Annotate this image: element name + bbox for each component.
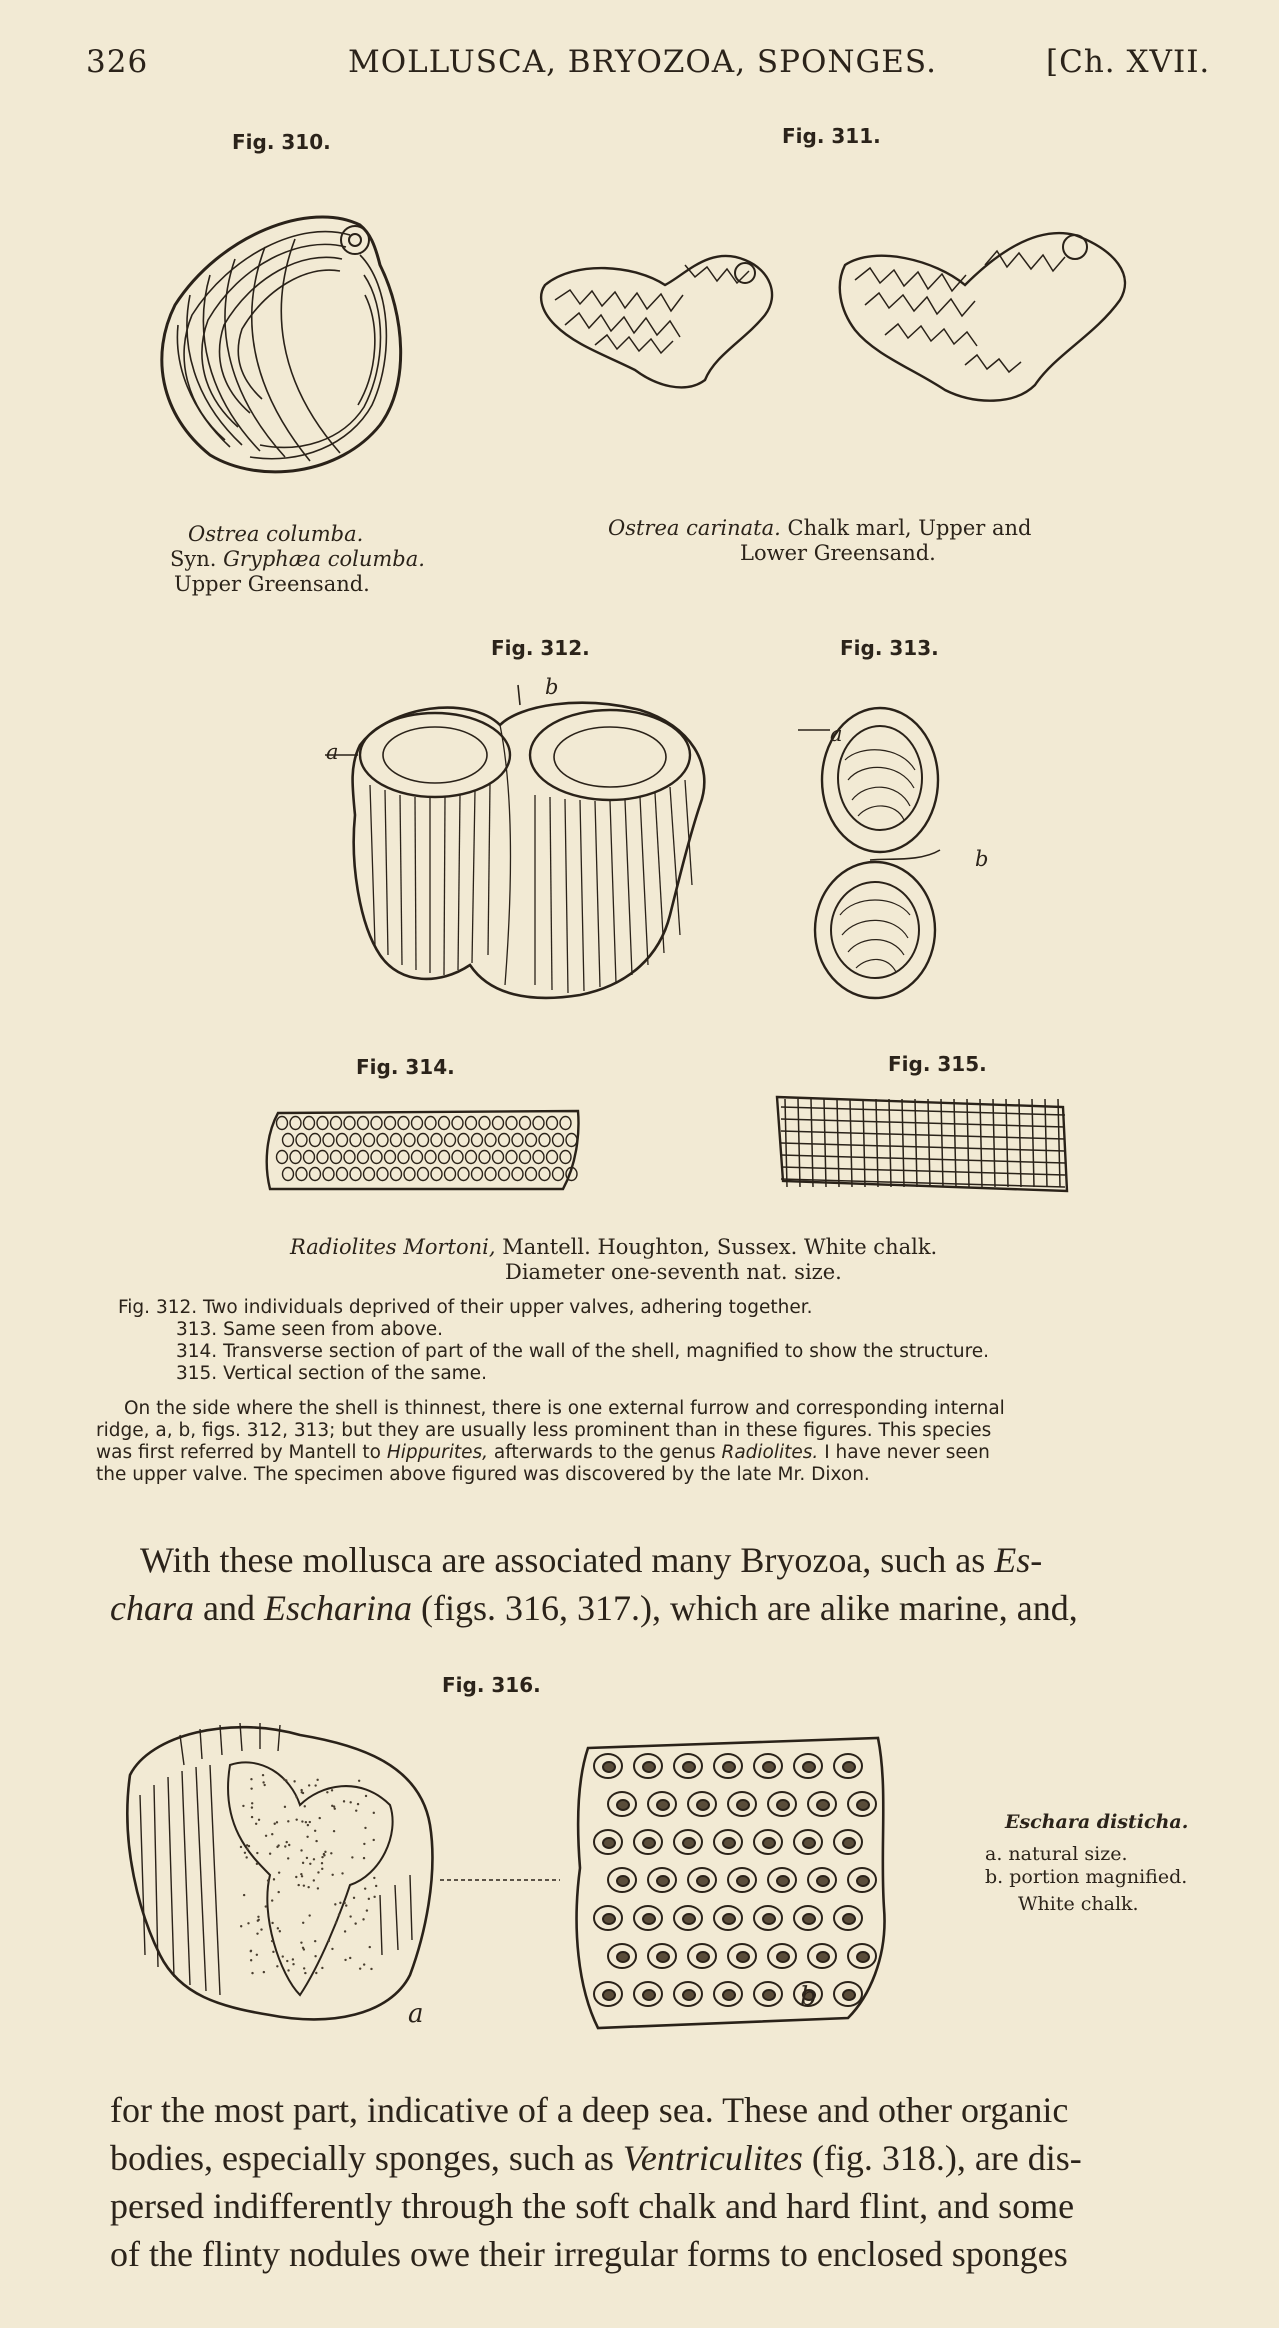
body-p1-line1 (140, 1536, 1042, 1584)
note-text: afterwards to the genus (493, 1442, 716, 1463)
fig-311-caption-line1 (608, 516, 1031, 540)
body-text: bodies, especially sponges, such as (110, 2138, 614, 2178)
fig-316-letter-a: a (408, 1999, 424, 2029)
legend-314 (176, 1341, 989, 1363)
radiolites-caption-line2: Diameter one-seventh nat. size. (505, 1260, 842, 1284)
fig-310-caption-locality: Upper Greensand. (174, 572, 370, 596)
body-text: and (203, 1588, 255, 1628)
body-p2-line3: persed indifferently through the soft chalk and hard flint, and some (110, 2186, 1075, 2226)
fig-316-species: Eschara disticha. (1005, 1811, 1189, 1833)
fig-314-label: Fig. 314. (356, 1055, 455, 1079)
fig-316-letter-b: b (800, 1982, 817, 2012)
body-genus: Escharina (263, 1588, 412, 1628)
fig-316-natural-size-illustration (120, 1715, 450, 2035)
fig-311-label: Fig. 311. (782, 124, 881, 148)
body-text: (figs. 316, 317.), which are alike marine, and, (420, 1588, 1078, 1628)
fig-316-line-c: White chalk. (1018, 1893, 1139, 1915)
body-genus: Ventriculites (622, 2138, 803, 2178)
fig-311-species: Ostrea carinata. (608, 516, 781, 540)
legend-num: Fig. 312. (118, 1297, 198, 1318)
legend-315 (176, 1363, 487, 1385)
running-title: MOLLUSCA, BRYOZOA, SPONGES. (348, 44, 937, 80)
legend-text: Two individuals deprived of their upper valves, adhering together. (203, 1297, 813, 1318)
note-genus: Radiolites. (721, 1442, 819, 1463)
note-text: I have never seen (824, 1442, 990, 1463)
legend-312 (118, 1297, 813, 1319)
fig-310-caption-syn (170, 547, 425, 571)
fig-316-line-b: b. portion magnified. (985, 1866, 1188, 1888)
body-genus: Es- (994, 1540, 1043, 1580)
radiolites-species: Radiolites Mortoni, (290, 1235, 496, 1259)
fig-310-caption-species: Ostrea columba. (188, 522, 364, 546)
body-text: With these mollusca are associated many Bryozoa, such as (140, 1540, 986, 1580)
legend-text: Transverse section of part of the wall of the shell, magnified to show the structure. (223, 1341, 990, 1362)
body-text: (fig. 318.), are dis- (811, 2138, 1082, 2178)
body-p2-line2 (110, 2134, 1082, 2182)
fig-312-label: Fig. 312. (491, 636, 590, 660)
fig-313-letter-a: a (830, 722, 843, 746)
fig-314-section-illustration (258, 1105, 588, 1193)
fig-313-label: Fig. 313. (840, 636, 939, 660)
fig-313-letter-b: b (975, 847, 989, 871)
note-line-4: the upper valve. The specimen above figured was discovered by the late Mr. Dixon. (96, 1464, 870, 1485)
fig-315-section-illustration (775, 1093, 1075, 1193)
fig-310-shell-illustration (150, 195, 410, 485)
note-genus: Hippurites, (386, 1442, 489, 1463)
body-p2-line1: for the most part, indicative of a deep sea. These and other organic (110, 2090, 1069, 2130)
note-line-1: On the side where the shell is thinnest, there is one external furrow and corresponding internal (124, 1398, 1005, 1419)
fig-312-letter-b: b (545, 675, 559, 699)
legend-num: 315. (176, 1363, 218, 1384)
fig-312-letter-a: a (326, 740, 339, 764)
fig-311-text1: Chalk marl, Upper and (787, 516, 1032, 540)
fig-312-radiolites-illustration (330, 685, 720, 1015)
body-p1-line2 (110, 1584, 1078, 1632)
legend-313 (176, 1319, 443, 1341)
legend-num: 314. (176, 1341, 218, 1362)
body-p2-line4: of the flinty nodules owe their irregular forms to enclosed sponges (110, 2234, 1068, 2274)
fig-316-line-a: a. natural size. (985, 1843, 1128, 1865)
fig-316-label: Fig. 316. (442, 1673, 541, 1697)
radiolites-caption-line1 (290, 1235, 937, 1259)
legend-num: 313. (176, 1319, 218, 1340)
page-number: 326 (86, 44, 149, 80)
syn-prefix: Syn. (170, 547, 217, 571)
syn-name: Gryphæa columba. (223, 547, 425, 571)
fig-311-shells-illustration (535, 205, 1175, 455)
chapter-ref: [Ch. XVII. (1046, 44, 1211, 80)
legend-text: Vertical section of the same. (223, 1363, 487, 1384)
fig-315-label: Fig. 315. (888, 1052, 987, 1076)
radiolites-text1: Mantell. Houghton, Sussex. White chalk. (502, 1235, 938, 1259)
fig-310-label: Fig. 310. (232, 130, 331, 154)
body-genus: chara (110, 1588, 194, 1628)
fig-311-caption-line2: Lower Greensand. (740, 541, 936, 565)
note-text: was first referred by Mantell to (96, 1442, 381, 1463)
fig-316-magnified-illustration (558, 1728, 898, 2038)
fig-316-connector-line (440, 1878, 560, 1882)
note-line-2: ridge, a, b, figs. 312, 313; but they are usually less prominent than in these figures. This species (96, 1420, 992, 1441)
legend-text: Same seen from above. (223, 1319, 444, 1340)
note-line-3 (96, 1442, 1236, 1464)
